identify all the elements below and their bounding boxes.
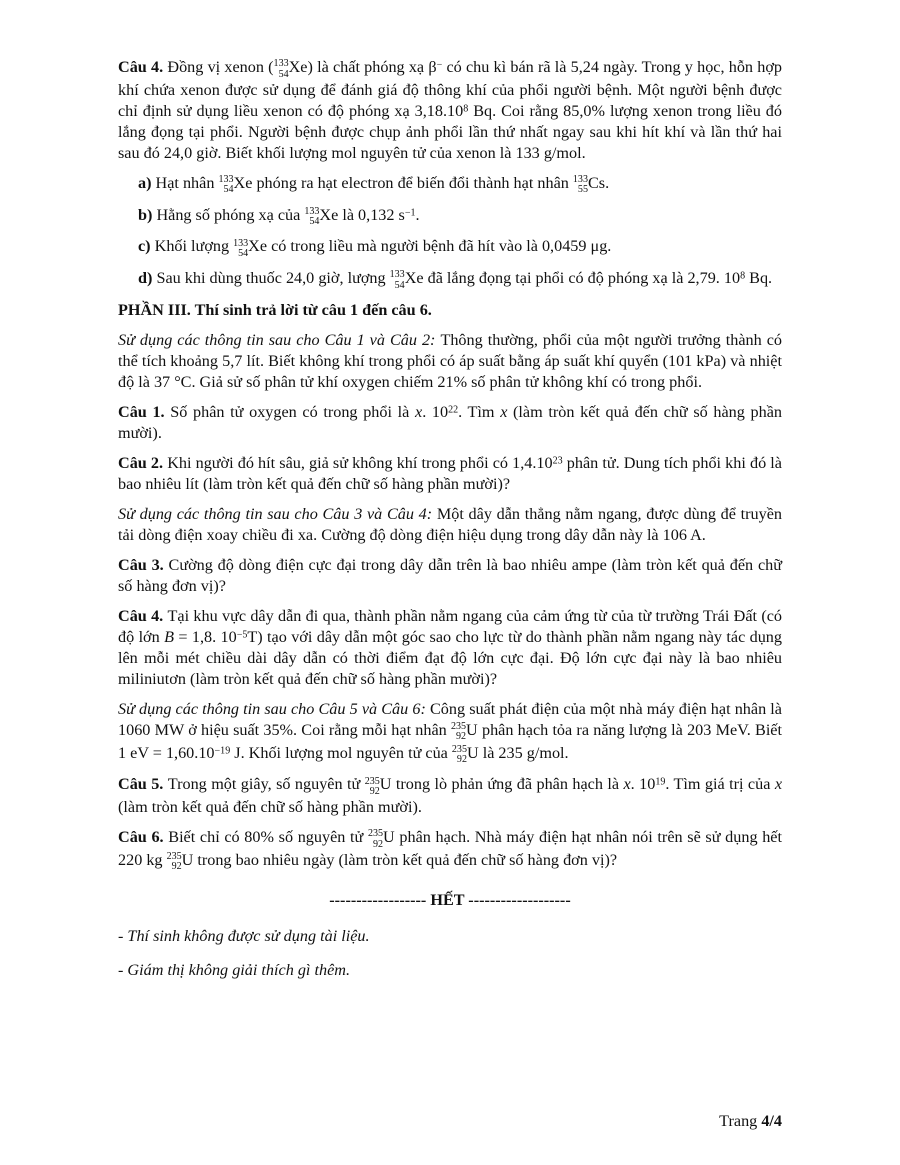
nuclide-symbol: U: [466, 720, 478, 739]
text-segment: 23: [552, 455, 563, 467]
text-segment: (làm tròn kết quả đến chữ số hàng phần mười).: [118, 798, 422, 816]
text-segment: . 10: [422, 402, 449, 421]
text-segment: x: [774, 775, 783, 794]
text-segment: Sau khi dùng thuốc 24,0 giờ, lượng: [156, 269, 390, 287]
text-segment: Đồng vị xenon (: [167, 58, 274, 76]
page-footer: [719, 1111, 782, 1132]
text-segment: Số phân tử oxygen có trong phổi là: [170, 402, 415, 421]
document-content: [118, 57, 782, 994]
text-segment: - Giám thị không giải thích gì thêm.: [118, 960, 350, 979]
nuclide-numbers: 133 55: [572, 174, 588, 196]
note-no-materials: [118, 926, 782, 947]
statement-b: [138, 205, 798, 228]
text-segment: Câu 5.: [118, 775, 168, 794]
text-segment: −1: [404, 206, 416, 218]
nuclide-numbers: 235 92: [367, 828, 384, 850]
cau4-xenon-statement: [118, 57, 782, 164]
nuclide-U: [365, 774, 392, 797]
text-segment: trong lò phản ứng đã phân hạch là: [391, 775, 624, 794]
text-segment: Sử dụng các thông tin sau cho Câu 1 và Câu 2:: [118, 330, 441, 349]
text-segment: ) là chất phóng xạ β: [307, 58, 437, 76]
text-segment: có trong liều mà người bệnh đã hít vào là 0,0459 μg.: [267, 237, 612, 256]
text-segment: −: [436, 59, 443, 71]
text-segment: 8: [463, 103, 469, 115]
nuclide-Xe: [218, 173, 252, 196]
phan-iii-heading: [118, 300, 782, 321]
text-segment: Cường độ dòng điện cực đại trong dây dẫn trên là bao nhiêu ampe (làm tròn kết quả đến chữ số hàng đơn vị)?: [118, 555, 782, 595]
text-segment: Sử dụng các thông tin sau cho Câu 5 và Câu 6:: [118, 699, 430, 718]
text-segment: đã lắng đọng tại phổi có độ phóng xạ là 2,79. 10: [423, 269, 741, 287]
nuclide-numbers: 235 92: [364, 775, 380, 797]
cau5: [118, 774, 782, 818]
nuclide-numbers: 235 92: [451, 743, 467, 766]
cau2: [118, 453, 782, 495]
nuclide-numbers: 133 54: [233, 237, 249, 259]
text-segment: . Tìm giá trị của: [665, 775, 775, 794]
nuclide-symbol: U: [181, 850, 194, 869]
text-segment: −19: [214, 744, 231, 756]
text-segment: phân tử. Dung tích phổi khi đó là bao nhiêu lít (làm tròn kết quả đến chữ số hàng phần mười)?: [118, 453, 782, 493]
nuclide-symbol: U: [466, 743, 479, 762]
text-segment: Câu 1.: [118, 402, 171, 421]
page-number: 4/4: [761, 1112, 782, 1130]
nuclide-symbol: Xe: [288, 58, 308, 76]
text-segment: .: [415, 205, 420, 224]
nuclide-symbol: Xe: [404, 269, 424, 287]
text-segment: PHẦN III. Thí sinh trả lời từ câu 1 đến câu 6.: [118, 300, 432, 319]
text-segment: (làm tròn kết quả đến chữ số hàng phần mười).: [118, 402, 783, 442]
text-segment: . 10: [630, 775, 656, 794]
nuclide-U: [368, 827, 395, 850]
text-segment: Khi người đó hít sâu, giả sử không khí trong phổi có 1,4.10: [167, 453, 553, 472]
text-segment: - Thí sinh không được sử dụng tài liệu.: [118, 926, 370, 945]
text-segment: −5: [236, 629, 248, 641]
statement-c: [138, 236, 798, 259]
nuclide-symbol: Xe: [248, 237, 268, 256]
text-segment: d): [138, 269, 157, 287]
text-segment: phóng ra hạt electron để biến đổi thành hạt nhân: [252, 173, 573, 192]
text-segment: Công suất phát điện của một nhà máy điện hạt nhân là 1060 MW ở hiệu suất 35%. Coi rằng mỗi hạt nhân: [118, 699, 782, 739]
nuclide-Xe: [233, 236, 267, 259]
cau1: [118, 402, 782, 444]
nuclide-symbol: Cs: [587, 173, 606, 192]
text-segment: phân hạch. Nhà máy điện hạt nhân nói trên sẽ sử dụng hết 220 kg: [118, 828, 782, 869]
text-segment: T) tạo với dây dẫn một góc sao cho lực từ do thành phần nằm ngang này tác dụng lên mỗi mét chiều dài dây dẫn có thời điểm đạt độ lớn cực đại. Độ lớn cực đại này là bao nhiêu miliniutơn (làm tròn kết quả đến chữ số hàng phần mười)?: [118, 627, 782, 688]
nuclide-symbol: U: [379, 775, 392, 794]
text-segment: Khối lượng: [154, 237, 234, 256]
nuclide-numbers: 133 54: [218, 174, 234, 196]
text-segment: . Tìm: [458, 402, 501, 421]
text-segment: B: [164, 627, 174, 646]
text-segment: c): [138, 237, 155, 256]
text-segment: Sử dụng các thông tin sau cho Câu 3 và Câu 4:: [118, 504, 437, 523]
nuclide-numbers: 235 92: [166, 851, 182, 873]
text-segment: Câu 6.: [118, 828, 169, 846]
nuclide-Xe: [304, 205, 338, 228]
text-segment: 19: [655, 776, 666, 788]
text-segment: x: [500, 402, 508, 421]
nuclide-Cs: [573, 173, 605, 196]
nuclide-numbers: 133 54: [273, 58, 289, 80]
cau4-magnetic: [118, 606, 782, 690]
nuclide-U: [452, 743, 479, 766]
nuclide-U: [451, 720, 478, 743]
text-segment: Câu 4.: [118, 606, 168, 625]
text-segment: trong bao nhiêu ngày (làm tròn kết quả đến chữ số hàng đơn vị)?: [193, 850, 618, 869]
text-segment: là 235 g/mol.: [478, 743, 569, 762]
text-segment: Biết chỉ có 80% số nguyên tử: [168, 828, 368, 846]
nuclide-numbers: 133 54: [389, 269, 405, 291]
statement-d: [138, 268, 798, 291]
text-segment: Hằng số phóng xạ của: [156, 205, 305, 224]
text-segment: Tại khu vực dây dẫn đi qua, thành phần nằm ngang của cảm ứng từ của từ trường Trái Đất (có độ lớn: [118, 606, 782, 646]
text-segment: ------------------ HẾT -------------------: [329, 890, 571, 909]
text-segment: Hạt nhân: [155, 173, 219, 192]
text-segment: .: [605, 173, 610, 192]
cau3: [118, 555, 782, 597]
statement-a: [138, 173, 798, 196]
nuclide-numbers: 235 92: [451, 721, 467, 743]
nuclide-Xe: [390, 268, 424, 291]
intro-cau1-cau2: [118, 330, 782, 393]
nuclide-symbol: Xe: [319, 205, 339, 224]
text-segment: Câu 3.: [118, 555, 169, 574]
text-segment: Bq. Coi rằng 85,0% lượng xenon trong liều đó lắng đọng tại phổi. Người bệnh được chụp ảnh phổi lần thứ nhất ngay sau khi hít khí và lần thứ hai sau đó 24,0 giờ. Biết khối lượng mol nguyên tử của xenon là 133 g/mol.: [118, 101, 782, 162]
text-segment: = 1,8. 10: [173, 627, 237, 646]
text-segment: 8: [740, 270, 746, 282]
footer-page-label: Trang: [719, 1112, 762, 1130]
text-segment: Trong một giây, số nguyên tử: [167, 775, 365, 794]
end-marker: [118, 890, 782, 911]
text-segment: x: [623, 775, 631, 794]
text-segment: 22: [448, 404, 459, 416]
text-segment: phân hạch tỏa ra năng lượng là 203 MeV. Biết 1 eV = 1,60.10: [118, 720, 782, 762]
intro-cau5-cau6: [118, 699, 782, 766]
nuclide-symbol: U: [383, 828, 395, 846]
text-segment: Câu 2.: [118, 453, 168, 472]
text-segment: có chu kì bán rã là 5,24 ngày. Trong y học, hỗn hợp khí chứa xenon được sử dụng để đánh giá độ thông khí của phổi người bệnh. Một người bệnh được chỉ định sử dụng liều xenon có độ phóng xạ 3,18.10: [118, 58, 782, 120]
nuclide-symbol: Xe: [233, 173, 253, 192]
text-segment: Một dây dẫn thẳng nằm ngang, được dùng để truyền tải dòng điện xoay chiều đi xa. Cường độ dòng điện hiệu dụng trong dây dẫn này là 106 A.: [118, 504, 782, 544]
intro-cau3-cau4: [118, 504, 782, 546]
text-segment: x: [415, 402, 423, 421]
cau6: [118, 827, 782, 873]
nuclide-Xe: [274, 57, 308, 80]
nuclide-U: [167, 850, 194, 873]
nuclide-numbers: 133 54: [304, 205, 320, 228]
text-segment: a): [138, 173, 156, 192]
text-segment: Bq.: [745, 269, 773, 287]
text-segment: Câu 4.: [118, 58, 168, 76]
text-segment: J. Khối lượng mol nguyên tử của: [230, 743, 452, 762]
note-no-explanation: [118, 960, 782, 981]
text-segment: b): [138, 205, 157, 224]
text-segment: Thông thường, phổi của một người trưởng thành có thể tích khoảng 5,7 lít. Biết không khí trong phổi có áp suất bằng áp suất khí quyển (101 kPa) và nhiệt độ là 37 °C. Giả sử số phân tử khí oxygen chiếm 21% số phân tử không khí có trong phổi.: [118, 330, 782, 391]
text-segment: là 0,132 s: [338, 205, 405, 224]
